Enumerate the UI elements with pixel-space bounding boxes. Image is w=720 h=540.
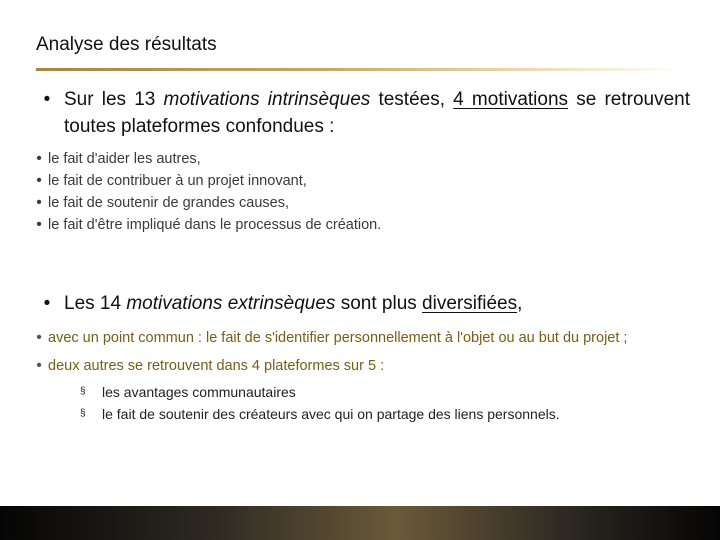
list-item-text: le fait de contribuer à un projet innovant, xyxy=(48,173,307,189)
intro-part3: se retrouvent toutes plateformes confondues : xyxy=(64,89,690,137)
extrinsic-list xyxy=(30,327,690,377)
intro-part2: sont plus xyxy=(335,293,423,314)
intro-underlined: 4 motivations xyxy=(453,89,569,110)
intrinsic-list xyxy=(30,148,690,236)
sublist-item-text: le fait de soutenir des créateurs avec qui on partage des liens personnels. xyxy=(102,406,560,422)
extrinsic-intro-text xyxy=(64,290,690,317)
intro-part3: , xyxy=(517,293,523,314)
title-divider xyxy=(36,68,684,71)
section-sign-icon: § xyxy=(80,386,86,397)
sublist-item-text: les avantages communautaires xyxy=(102,384,296,400)
intro-underlined: diversifiées xyxy=(422,293,518,314)
extrinsic-sublist xyxy=(30,381,690,425)
intro-part1: Sur les 13 xyxy=(64,89,164,110)
list-item xyxy=(30,148,690,170)
bullet-symbol: • xyxy=(36,216,42,233)
bullet-symbol: • xyxy=(36,172,42,189)
slide-title: Analyse des résultats xyxy=(36,34,217,55)
intro-italic: motivations intrinsèques xyxy=(163,89,371,110)
intro-part2: testées, xyxy=(370,89,454,110)
sublist-item xyxy=(80,381,690,403)
bullet-symbol: • xyxy=(36,329,42,346)
list-item-text: deux autres se retrouvent dans 4 plateformes sur 5 : xyxy=(48,358,385,374)
bullet-intrinsic-intro xyxy=(30,86,690,140)
list-item xyxy=(30,327,690,349)
bullet-symbol: • xyxy=(36,357,42,374)
bullet-symbol: • xyxy=(36,194,42,211)
list-item xyxy=(30,170,690,192)
section-intrinsic xyxy=(30,86,690,236)
intro-part1: Les 14 xyxy=(64,293,127,314)
section-sign-icon: § xyxy=(80,408,86,419)
bullet-symbol: • xyxy=(43,89,51,110)
intrinsic-intro-text xyxy=(64,86,690,140)
section-extrinsic xyxy=(30,290,690,425)
list-item xyxy=(30,214,690,236)
list-item-text: le fait de soutenir de grandes causes, xyxy=(48,195,290,211)
bullet-extrinsic-intro xyxy=(30,290,690,317)
sublist-item xyxy=(80,403,690,425)
footer-bar xyxy=(0,506,720,540)
list-item-text: le fait d'être impliqué dans le processus de création. xyxy=(48,217,382,233)
bullet-symbol: • xyxy=(36,150,42,167)
list-item xyxy=(30,355,690,377)
list-item-text: le fait d'aider les autres, xyxy=(48,151,201,167)
list-item-text: avec un point commun : le fait de s'identifier personnellement à l'objet ou au but du projet ; xyxy=(48,330,628,346)
intro-italic: motivations extrinsèques xyxy=(126,293,336,314)
bullet-symbol: • xyxy=(43,293,51,314)
list-item xyxy=(30,192,690,214)
